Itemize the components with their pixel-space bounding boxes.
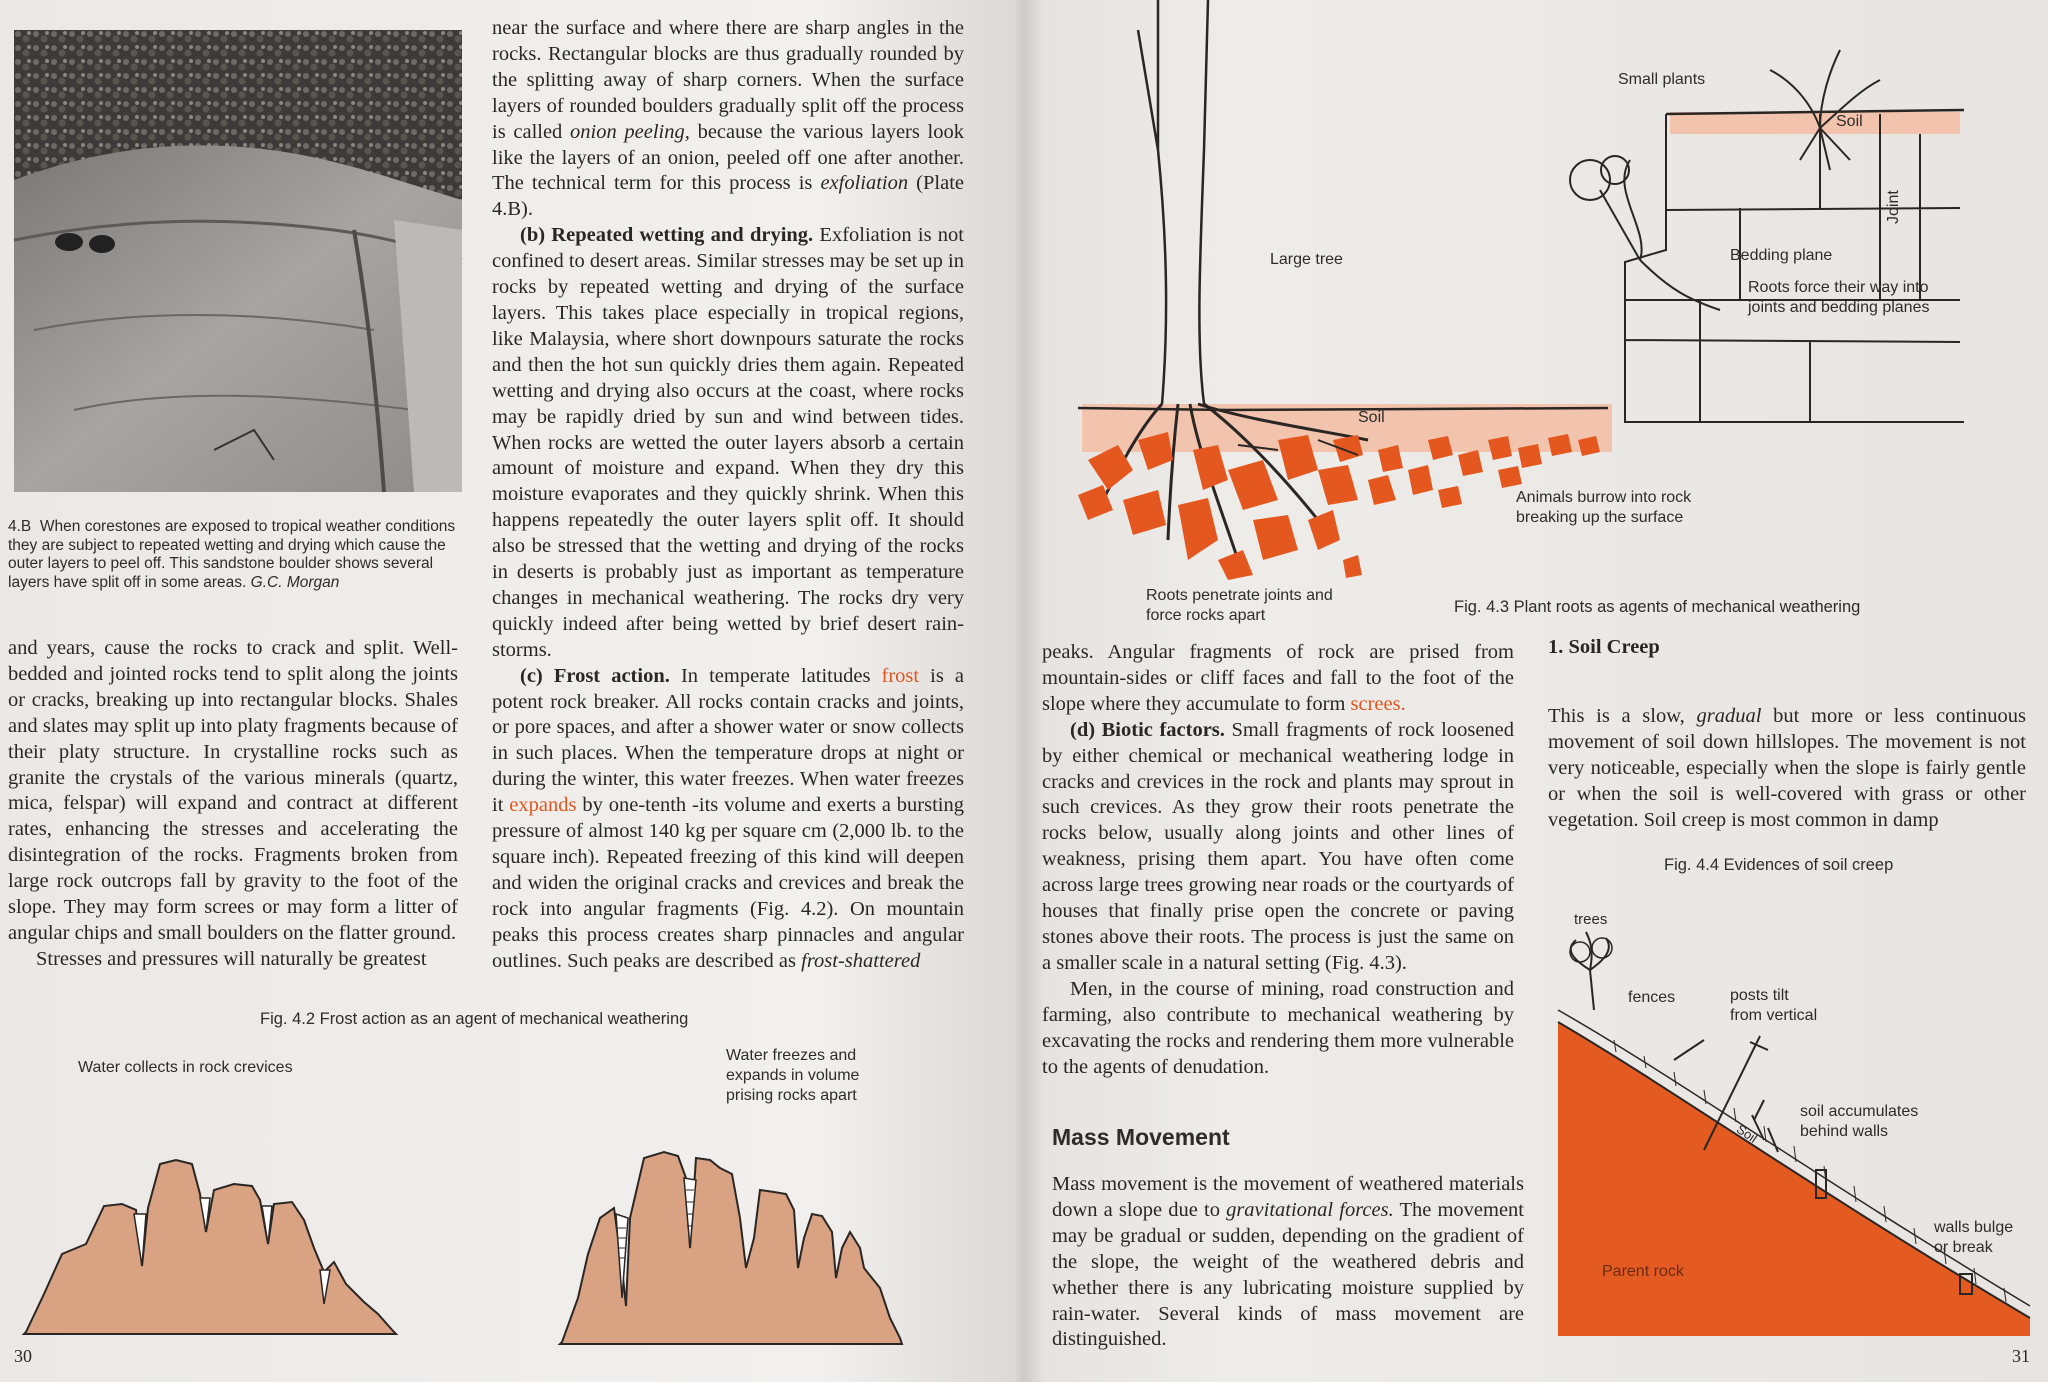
term-exfoliation: exfoliation — [820, 172, 909, 195]
fig43-soil-label: Soil — [1358, 409, 1385, 426]
term-frost-shattered: frost-shattered — [801, 949, 921, 972]
fig43-animals-label-1: Animals burrow into rock — [1516, 489, 1692, 506]
mass-movement-heading: Mass Movement — [1052, 1124, 1230, 1150]
fig43-joint-label: Joint — [1885, 190, 1902, 224]
soil-creep-heading: 1. Soil Creep — [1548, 636, 1660, 658]
plate-credit: G.C. Morgan — [250, 573, 340, 591]
heading-biotic-factors: (d) Biotic factors. — [1070, 718, 1225, 741]
fig44-caption: Fig. 4.4 Evidences of soil creep — [1664, 856, 1894, 874]
fig42-mountain-right — [560, 1098, 960, 1344]
fig44-parent-rock-label: Parent rock — [1602, 1263, 1684, 1280]
fig42-label-right-3: prising rocks apart — [726, 1087, 857, 1104]
fig43-large-tree-label: Large tree — [1270, 251, 1343, 268]
fig44-soil-label: Soil — [1733, 1121, 1761, 1146]
plate-number: 4.B — [8, 518, 32, 535]
term-gradual: gradual — [1696, 705, 1762, 727]
fig44-trees-label: trees — [1574, 911, 1608, 928]
fig43-roots-force-label-1: Roots force their way into — [1748, 279, 1929, 296]
left-column-1 — [8, 636, 458, 973]
col3-section-d: (d) Biotic factors. Small fragments of rock loosened by either chemical or mechanical weathering lodge in cracks and crevices in the rock and plants may sprout in such crevices. As they grow their roots penetrate the rocks below, usually along joints and other lines of weakness, prising them apart. You have often come across large trees growing near roads or the courtyards of houses that finally prise open the concrete or paving stones above their roots. The process is just the same on a smaller scale in a natural setting (Fig. 4.3). — [1042, 718, 1515, 974]
fig44-walls-label-2: or break — [1934, 1239, 1993, 1256]
fig43-animals-label-2: breaking up the surface — [1516, 509, 1684, 526]
fig43-roots-penetrate-label-1: Roots penetrate joints and — [1146, 587, 1333, 604]
fig44-soil-accum-label-1: soil accumulates — [1800, 1103, 1919, 1120]
fig44-soil-accum-label-2: behind walls — [1800, 1123, 1889, 1140]
plate-4b-caption — [8, 518, 460, 592]
page-number-left: 30 — [14, 1346, 32, 1366]
heading-wetting-drying: (b) Repeated wetting and drying. — [520, 224, 814, 247]
col1-paragraph: and years, cause the rocks to crack and split. Well-bedded and jointed rocks tend to split along the joints or cracks, breaking up into rectangular blocks. Shales and slates may split up into platy fragments because of their platy structure. In crystalline rocks such as granite the crystals of the various minerals (quartz, mica, felspar) will expand and contract at different rates, enhancing the stresses and accelerating the disintegration of the rocks. Fragments broken from large rock outcrops fall by gravity to the foot of the slope. They may form screes or may form a litter of angular chips and small boulders on the flatter ground. — [8, 637, 458, 944]
fig43-rock-blocks — [1520, 50, 1970, 440]
fig43-soil-label-2: Soil — [1836, 113, 1863, 130]
fig43-roots-force-label-2: joints and bedding planes — [1748, 299, 1930, 316]
page-number-right: 31 — [2012, 1346, 2030, 1366]
fig44-posts-label-1: posts tilt — [1730, 987, 1789, 1004]
fig43-bedding-plane-label: Bedding plane — [1730, 247, 1833, 264]
fig42-caption: Fig. 4.2 Frost action as an agent of mechanical weathering — [260, 1010, 689, 1028]
term-expands: expands — [509, 794, 577, 817]
fig44-fences-label: fences — [1628, 989, 1676, 1006]
left-column-2 — [492, 16, 964, 975]
fig43-caption: Fig. 4.3 Plant roots as agents of mechanical weathering — [1454, 598, 1861, 616]
right-column-1 — [1042, 640, 1514, 1080]
col3-paragraph-men: Men, in the course of mining, road construction and farming, also contribute to mechanical weathering by excavating the rocks and rendering them more vulnerable to the agents of denudation. — [1042, 977, 1514, 1078]
fig43-roots-penetrate-label-2: force rocks apart — [1146, 607, 1266, 624]
fig44-walls-label-1: walls bulge — [1934, 1219, 2014, 1236]
col1-paragraph-2: Stresses and pressures will naturally be greatest — [36, 947, 427, 970]
fig42-mountain-left — [24, 1094, 400, 1334]
fig44-posts-label-2: from vertical — [1730, 1007, 1818, 1024]
col2-section-c: (c) Frost action. In temperate latitudes frost is a potent rock breaker. All rocks contain cracks and joints, or pore spaces, and after a shower water or snow collects in such places. When the temperature drops at night or during the winter, this water freezes. When water freezes it expands by one-tenth -its volume and exerts a bursting pressure of almost 140 kg per square cm (2,000 lb. to the square inch). Repeated freezing of this kind will deepen and widen the original cracks and crevices and break the rock into angular fragments (Fig. 4.2). On mountain peaks this process creates sharp pinnacles and angular outlines. Such peaks are described as frost-shattered — [492, 664, 965, 972]
fig42-label-right-2: expands in volume — [726, 1067, 860, 1084]
soil-creep-paragraph: This is a slow, gradual but more or less continuous movement of soil down hillslopes. The movement is not very noticeable, especially when the slope is fairly gentle or when the soil is well-covered with grass or other vegetation. Soil creep is most common in damp — [1548, 705, 2026, 831]
term-frost: frost — [881, 664, 920, 687]
col2-section-b: (b) Repeated wetting and drying. Exfoliation is not confined to desert areas. Similar stresses may be set up in rocks by repeated wetting and drying of the surface layers. This takes place especially in tropical regions, like Malaysia, where short downpours saturate the rocks and then the hot sun quickly dries them again. Repeated wetting and drying also occurs at the coast, where rocks may be rapidly dried by sun and wind between tides. When rocks are wetted the outer layers absorb a certain amount of moisture and expand. When they dry this moisture evaporates and they quickly shrink. When this happens repeatedly the outer layers split off. It should also be stressed that the wetting and drying of the rocks in deserts is probably just as important as temperature changes in mechanical weathering. The rocks dry very quickly indeed after being wetted by brief desert rain-storms. — [492, 224, 964, 661]
fig43-small-plants-label: Small plants — [1618, 71, 1706, 88]
plate-4b-photo — [14, 30, 462, 492]
term-gravitational-forces: gravitational forces. — [1226, 1198, 1394, 1221]
term-onion-peeling: onion peeling, — [570, 120, 690, 143]
term-screes: screes. — [1350, 692, 1406, 715]
mass-movement-paragraph: Mass movement is the movement of weathered materials down a slope due to gravitational forces. The movement may be gradual or sudden, depending on the gradient of the slope, the weight of the weathered debris and whether there is any lubricating moisture supplied by rain-water. Several kinds of mass movement are distinguished. — [1052, 1173, 1524, 1351]
col3-paragraph-1: peaks. Angular fragments of rock are prised from mountain-sides or cliff faces and fall to the foot of the slope where they accumulate to form screes. — [1042, 641, 1514, 715]
col2-paragraph-1: near the surface and where there are sharp angles in the rocks. Rectangular blocks are thus gradually rounded by the splitting away of sharp corners. When the surface layers of rounded boulders gradually split off the process is called onion peeling, because the various layers look like the layers of an onion, peeled off one after another. The technical term for this process is exfoliation (Plate 4.B). — [492, 17, 965, 221]
heading-frost-action: (c) Frost action. — [520, 664, 670, 687]
plate-caption-text: When corestones are exposed to tropical weather conditions they are subject to repeated wetting and drying which cause the outer layers to peel off. This sandstone boulder shows several layers have split off in some areas. — [8, 518, 456, 591]
fig42-label-right-1: Water freezes and — [726, 1047, 857, 1064]
fig42-label-left: Water collects in rock crevices — [78, 1059, 293, 1076]
